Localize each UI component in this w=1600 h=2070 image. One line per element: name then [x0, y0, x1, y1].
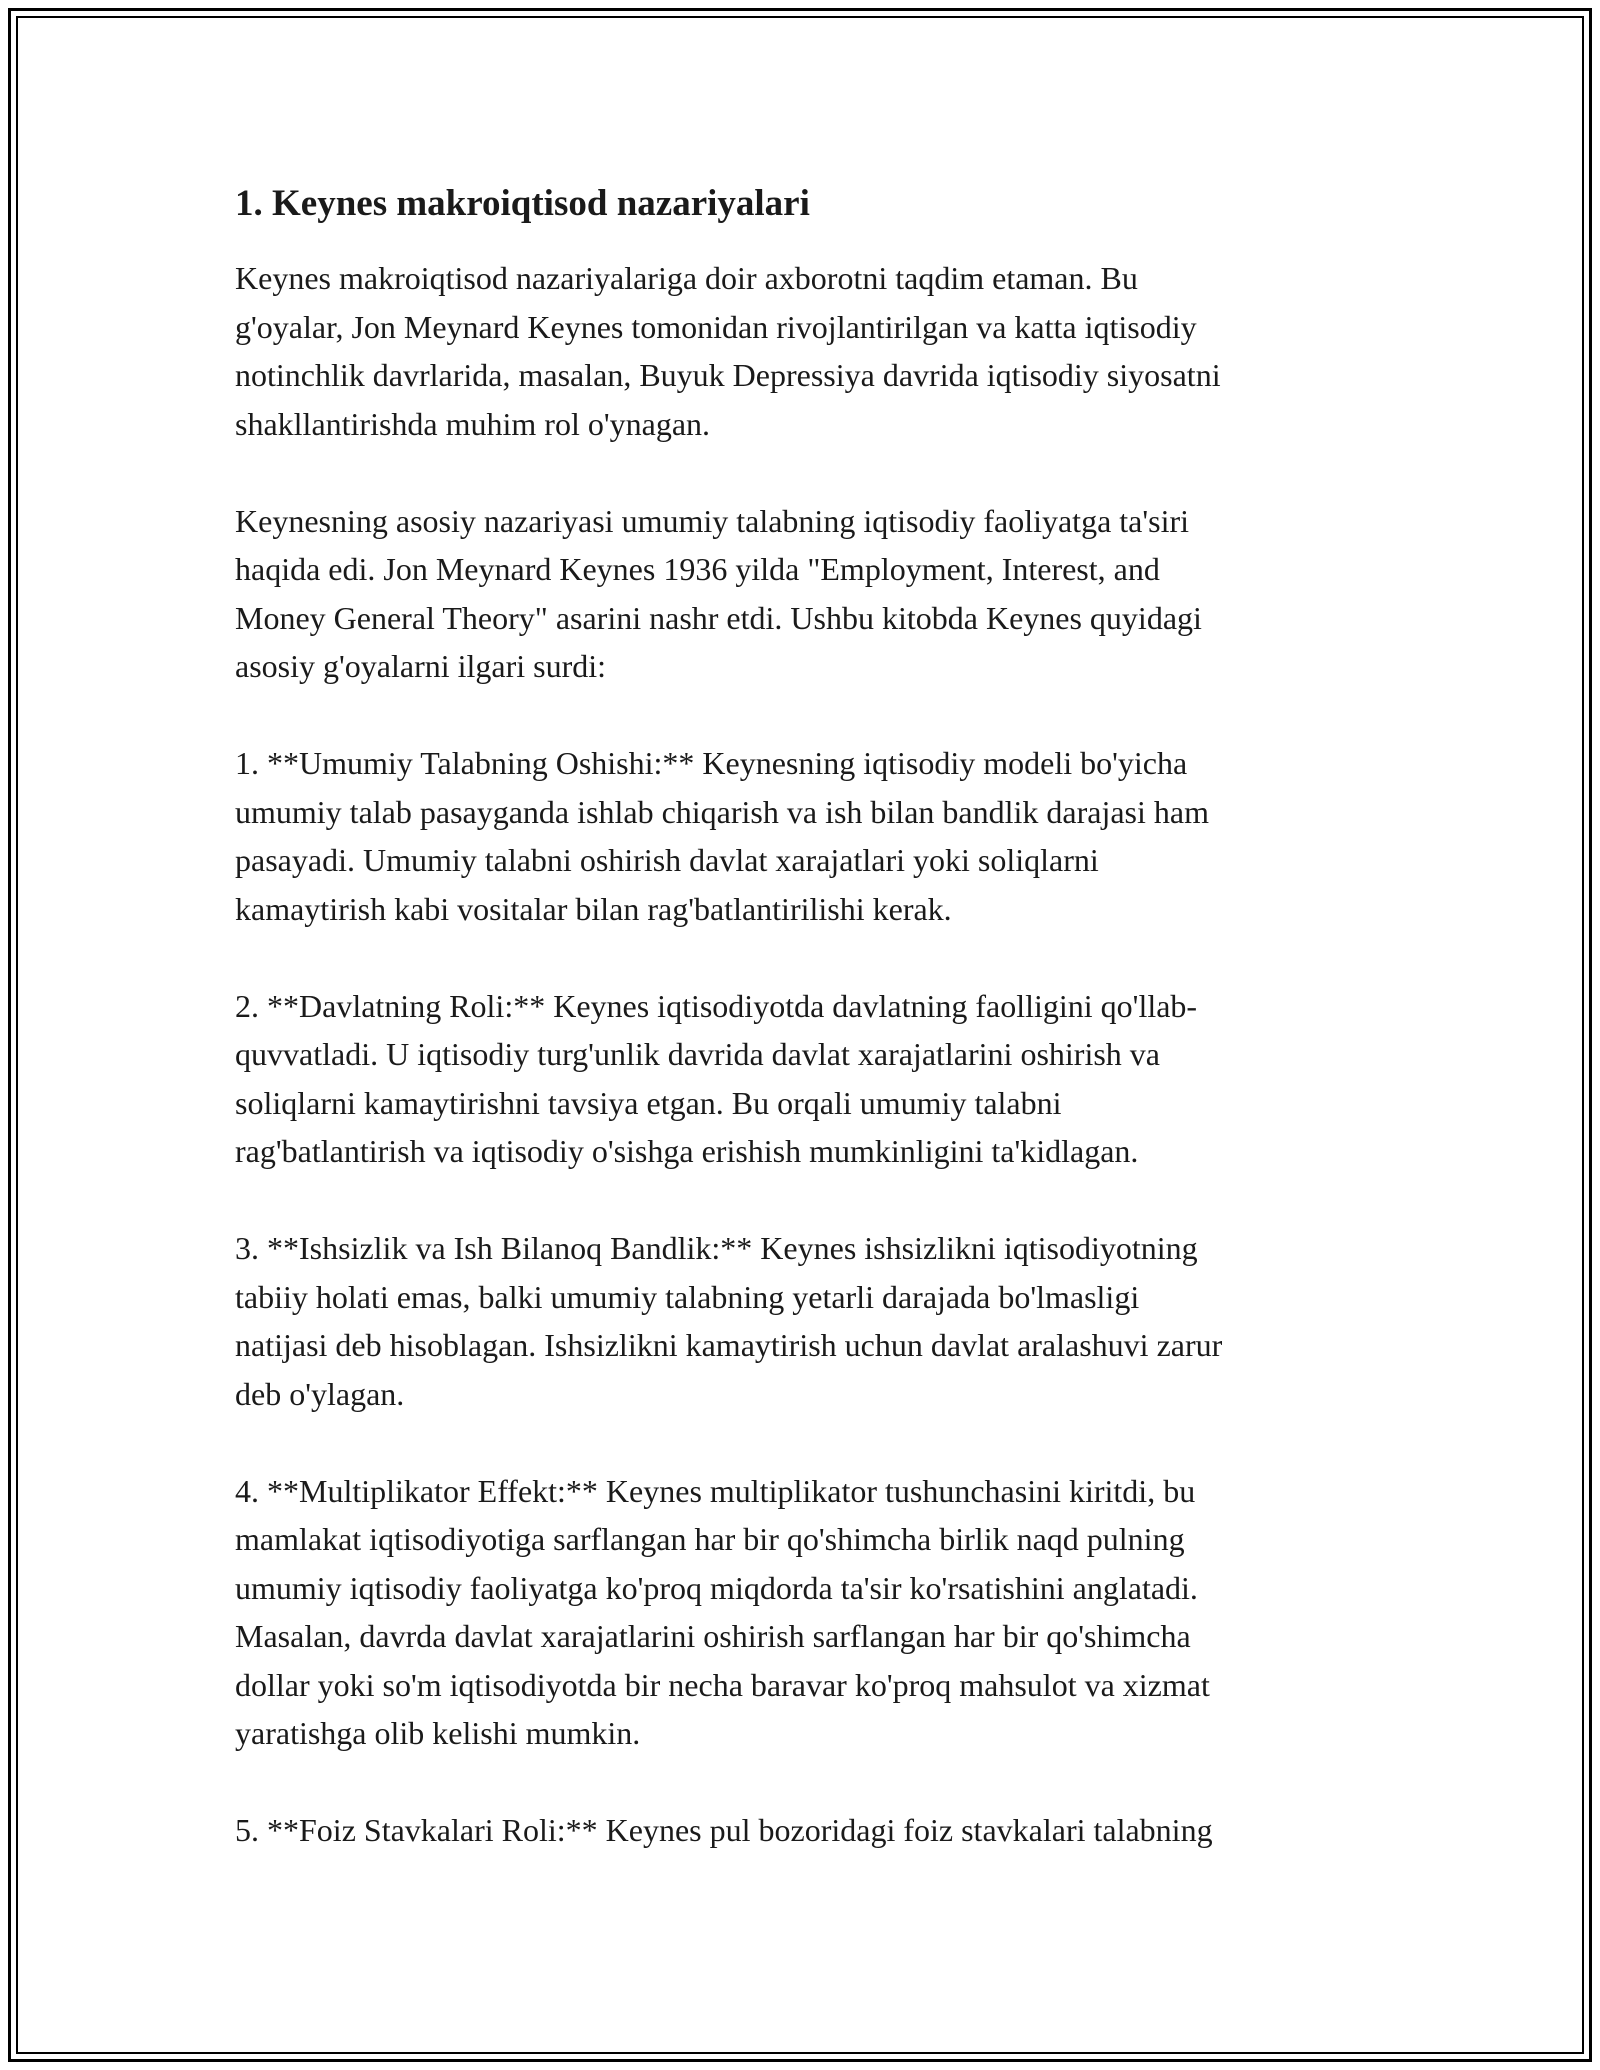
paragraph-point-4: 4. **Multiplikator Effekt:** Keynes multiplikator tushunchasini kiritdi, bu mamlakat iqtisodiyotiga sarflangan har bir qo'shimcha birlik naqd pulning umumiy iqtisodiy faoliyatga ko'proq miqdorda ta'sir ko'rsatishini anglatadi. Masalan, davrda davlat xarajatlarini oshirish sarflangan har bir qo'shimcha dollar yoki so'm iqtisodiyotda bir necha baravar ko'proq mahsulot va xizmat yaratishga olib kelishi mumkin. [235, 1472, 1210, 1751]
document-body [235, 180, 1375, 1903]
paragraph-point-3: 3. **Ishsizlik va Ish Bilanoq Bandlik:** Keynes ishsizlikni iqtisodiyotning tabiiy holati emas, balki umumiy talabning yetarli darajada bo'lmasligi natijasi deb hisoblagan. Ishsizlikni kamaytirish uchun davlat aralashuvi zarur deb o'ylagan. [235, 1230, 1223, 1412]
paragraph-point-1: 1. **Umumiy Talabning Oshishi:** Keynesning iqtisodiy modeli bo'yicha umumiy talab pasayganda ishlab chiqarish va ish bilan bandlik darajasi ham pasayadi. Umumiy talabni oshirish davlat xarajatlari yoki soliqlarni kamaytirish kabi vositalar bilan rag'batlantirilishi kerak. [235, 745, 1209, 927]
paragraph-point-2: 2. **Davlatning Roli:** Keynes iqtisodiyotda davlatning faolligini qo'llab- quvvatladi. U iqtisodiy turg'unlik davrida davlat xarajatlarini oshirish va soliqlarni kamaytirishni tavsiya etgan. Bu orqali umumiy talabni rag'batlantirish va iqtisodiy o'sishga erishish mumkinligini ta'kidlagan. [235, 987, 1198, 1169]
paragraph-intro: Keynes makroiqtisod nazariyalariga doir axborotni taqdim etaman. Bu g'oyalar, Jon Meynard Keynes tomonidan rivojlantirilgan va katta iqtisodiy notinchlik davrlarida, masalan, Buyuk Depressiya davrida iqtisodiy siyosatni shakllantirishda muhim rol o'ynagan. [235, 260, 1221, 442]
paragraph-point-5: 5. **Foiz Stavkalari Roli:** Keynes pul bozoridagi foiz stavkalari talabning [235, 1812, 1213, 1848]
document-title: 1. Keynes makroiqtisod nazariyalari [235, 183, 810, 224]
paragraph-main-theory: Keynesning asosiy nazariyasi umumiy talabning iqtisodiy faoliyatga ta'siri haqida edi. Jon Meynard Keynes 1936 yilda "Employment, Interest, and Money General Theory" asarini nashr etdi. Ushbu kitobda Keynes quyidagi asosiy g'oyalarni ilgari surdi: [235, 502, 1202, 684]
